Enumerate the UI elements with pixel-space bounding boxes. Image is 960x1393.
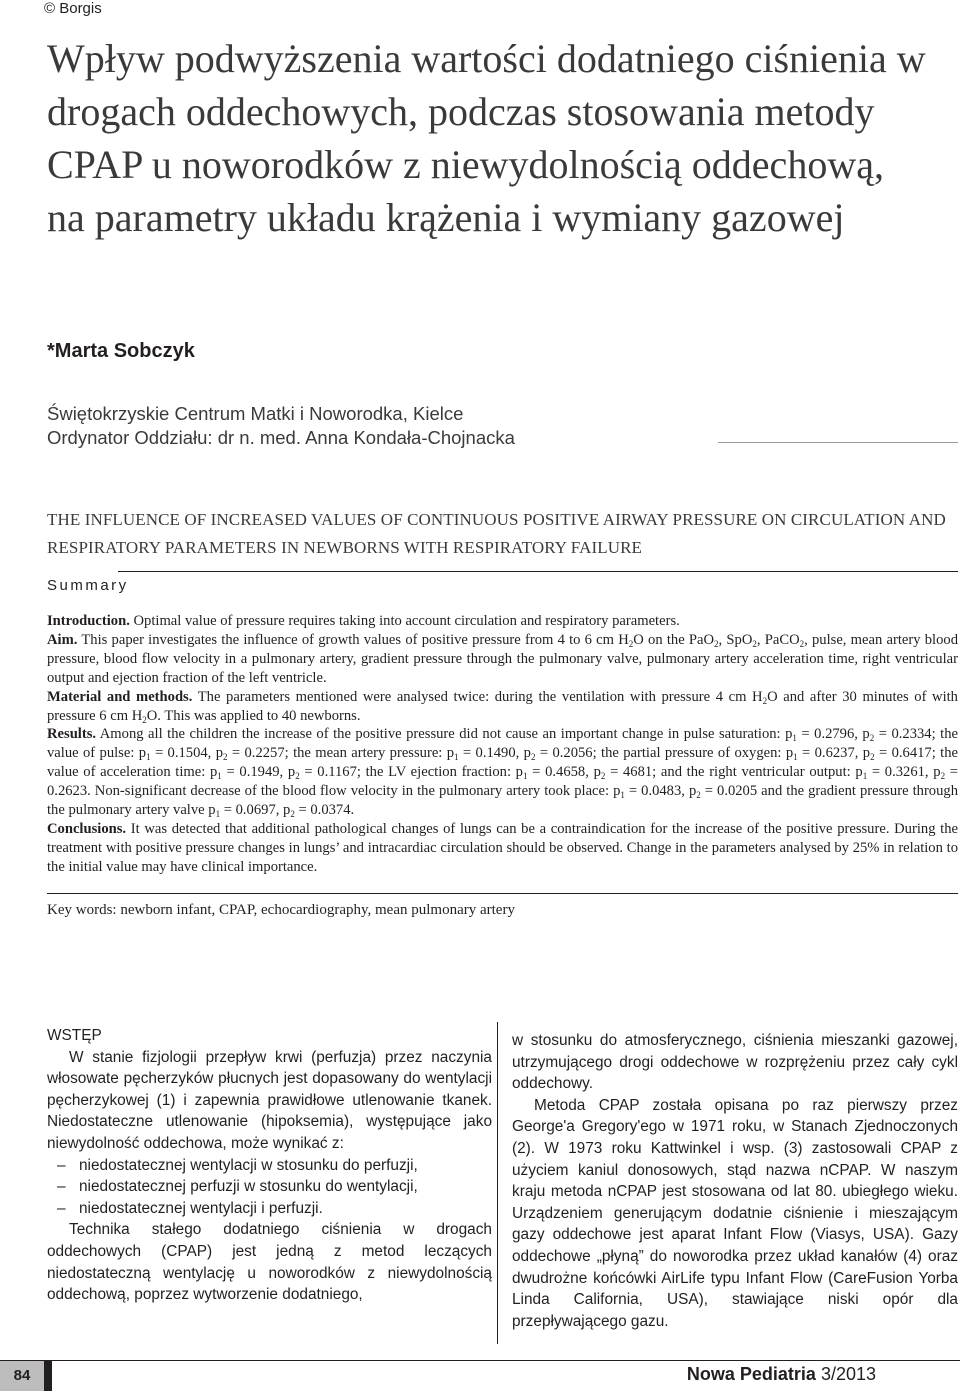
subscript: 2 — [295, 771, 300, 782]
results-text: = 0.6237, p — [797, 745, 871, 762]
subscript: 1 — [793, 752, 798, 763]
results-text: = 4681; and the right ventricular output: p — [605, 764, 863, 781]
abstract-aim — [47, 631, 958, 688]
results-text: = 0.1949, p — [221, 764, 296, 781]
body-column-right — [512, 1030, 958, 1332]
results-text: = 0.2257; the mean artery pressure: p — [227, 745, 455, 762]
keywords: Key words: newborn infant, CPAP, echocardiography, mean pulmonary artery — [47, 902, 515, 918]
abstract-introduction — [47, 612, 958, 631]
list-item-text: niedostatecznej wentylacji w stosunku do perfuzji, — [79, 1156, 418, 1174]
abstract — [47, 612, 958, 877]
results-text: = 0.1490, p — [458, 745, 531, 762]
results-text: = 0.0483, p — [624, 783, 697, 800]
affiliation — [47, 402, 515, 450]
subscript: 1 — [862, 771, 868, 782]
subscript: 2 — [799, 638, 805, 649]
methods-text: O and after 30 minutes of with pressure 6 cm H — [47, 688, 958, 724]
results-label: Results. — [47, 726, 97, 743]
results-text: = 0.2623. Non-significant decrease of the blood flow velocity in the pulmonary artery took place: p — [47, 764, 958, 800]
aim-text: O on the PaO — [633, 631, 715, 648]
list-dash: – — [57, 1178, 66, 1196]
results-text: = 0.0697, p — [220, 802, 291, 819]
subscript: 2 — [628, 638, 634, 649]
article-title: Wpływ podwyższenia wartości dodatniego ciśnienia w drogach oddechowych, podczas stosowania metody CPAP u noworodków z niewydolnością oddechową, na parametry układu krążenia i wymiany gazowej — [47, 36, 926, 240]
subscript: 2 — [530, 752, 536, 763]
copyright-notice: © Borgis — [44, 0, 102, 17]
author-name: *Marta Sobczyk — [47, 340, 195, 362]
results-text: = 0.0205 and the gradient pressure through the pulmonary artery valve p — [47, 783, 958, 819]
english-title: THE INFLUENCE OF INCREASED VALUES OF CONTINUOUS POSITIVE AIRWAY PRESSURE ON CIRCULATION AND RESPIRATORY PARAMETERS IN NEWBORNS WITH RESPIRATORY FAILURE — [47, 510, 946, 557]
aim-text: , pulse, mean artery blood pressure, blood flow velocity in a pulmonary artery, gradient pressure through the pulmonary valve, pulmonary artery acceleration time, right ventricular output and ejection fraction of the left ventricle. — [47, 631, 958, 686]
list-item — [47, 1155, 492, 1177]
column-divider — [497, 1022, 498, 1344]
methods-text: O. This was applied to 40 newborns. — [146, 707, 361, 724]
subscript: 2 — [762, 695, 768, 706]
results-text: = 0.6417; the value of acceleration time: p — [47, 745, 958, 781]
affiliation-head: Ordynator Oddziału: dr n. med. Anna Kondała-Chojnacka — [47, 427, 515, 448]
body-paragraph: w stosunku do atmosferycznego, ciśnienia mieszanki gazowej, utrzymującego drogi oddechowe w rozprężeniu przez cały cykl oddechowy. — [512, 1032, 958, 1093]
introduction-text: Optimal value of pressure requires taking into account circulation and respiratory parameters. — [133, 613, 680, 629]
subscript: 2 — [752, 638, 757, 649]
list-dash: – — [57, 1199, 66, 1217]
aim-label: Aim. — [47, 631, 78, 648]
aim-text: , PaCO — [756, 631, 800, 648]
subscript: 2 — [223, 752, 228, 763]
results-text: = 0.2056; the partial pressure of oxygen: p — [535, 745, 794, 762]
methods-label: Material and methods. — [47, 688, 193, 705]
results-text: = 0.2334; the value of pulse: p — [47, 726, 958, 762]
subscript: 1 — [792, 733, 797, 744]
journal-issue: 3/2013 — [815, 1364, 876, 1384]
list-dash: – — [57, 1156, 66, 1174]
subscript: 1 — [454, 752, 459, 763]
subscript: 1 — [146, 752, 151, 763]
results-text: = 0.1167; the LV ejection fraction: p — [299, 764, 523, 781]
results-text: = 0.0374. — [294, 802, 355, 819]
list-item-text: niedostatecznej wentylacji i perfuzji. — [79, 1199, 323, 1217]
results-text: Among all the children the increase of the positive pressure did not cause an important change in pulse saturation: p — [99, 726, 793, 743]
body-paragraph: Metoda CPAP została opisana po raz pierwszy przez George'a Gregory'ego w 1971 roku, w Stanach Zjednoczonych (2). W 1973 roku Kattwinkel i wsp. (3) zastosowali CPAP z użyciem kaniul donosowych, stąd nazwa nCPAP. W naszym kraju metoda nCPAP jest stosowana od lat 80. ubiegłego wieku. Urządzeniem generującym dodatnie ciśnienie i mieszającym gazy oddechowe jest aparat Infant Flow (Viasys, USA). Gazy oddechowe „płyną” do noworodka przez układ kanałów (4) oraz dwudrożne końcówki AirLife typu Infant Flow (CareFusion Yorba Linda California, USA), stawiające niski opór dla przepływającego gazu. — [512, 1096, 958, 1330]
keywords-divider — [47, 893, 958, 894]
subscript: 2 — [869, 733, 875, 744]
list-item — [47, 1176, 492, 1198]
subscript: 2 — [290, 809, 295, 820]
page-number: 84 — [0, 1361, 44, 1391]
summary-label: Summary — [47, 577, 129, 594]
page-number-accent — [44, 1361, 52, 1391]
introduction-label: Introduction. — [47, 613, 130, 629]
results-text: = 0.4658, p — [527, 764, 601, 781]
abstract-methods — [47, 688, 958, 726]
affiliation-institution: Świętokrzyskie Centrum Matki i Noworodka, Kielce — [47, 403, 464, 424]
abstract-results — [47, 725, 958, 820]
affiliation-divider — [718, 442, 958, 443]
results-text: = 0.3261, p — [867, 764, 941, 781]
list-item — [47, 1198, 492, 1220]
subscript: 2 — [870, 752, 875, 763]
subscript: 1 — [620, 790, 625, 801]
results-text: = 0.2796, p — [796, 726, 870, 743]
methods-text: The parameters mentioned were analysed twice: during the ventilation with pressure 4 cm H — [197, 688, 763, 705]
subscript: 2 — [600, 771, 606, 782]
subscript: 1 — [215, 809, 221, 820]
summary-divider — [118, 571, 958, 572]
cause-list — [47, 1155, 492, 1220]
conclusions-text: It was detected that additional pathological changes of lungs can be a contraindication for the increase of the positive pressure. During the treatment with positive pressure changes in lungs’ and intracardiac circulation should be observed. Change in the parameters analysed by 25% in relation to the initial value may have clinical importance. — [47, 820, 958, 875]
body-column-left — [47, 1025, 492, 1306]
conclusions-label: Conclusions. — [47, 820, 127, 837]
footer-divider — [0, 1360, 960, 1361]
subscript: 2 — [714, 638, 719, 649]
subscript: 2 — [940, 771, 946, 782]
subscript: 1 — [217, 771, 222, 782]
aim-text: This paper investigates the influence of growth values of positive pressure from 4 to 6 cm H — [81, 631, 629, 648]
body-paragraph: W stanie fizjologii przepływ krwi (perfuzja) przez naczynia włosowate pęcherzyków płucnych jest dopasowany do wentylacji pęcherzykowej (1) i zapewnia prawidłowe utlenowanie tkanek. Niedostateczne utlenowanie (hipoksemia), występujące jako niewydolność oddechowa, może wynikać z: — [47, 1048, 492, 1152]
journal-title: Nowa Pediatria — [686, 1364, 816, 1384]
list-item-text: niedostatecznej perfuzji w stosunku do wentylacji, — [79, 1178, 418, 1196]
subscript: 1 — [522, 771, 528, 782]
aim-text: , SpO — [718, 631, 753, 648]
subscript: 2 — [696, 790, 701, 801]
body-paragraph: Technika stałego dodatniego ciśnienia w drogach oddechowych (CPAP) jest jedną z metod leczących niedostateczną wentylację u noworodków z niewydolnością oddechową, poprzez wytworzenie dodatniego, — [47, 1221, 492, 1304]
abstract-conclusions — [47, 820, 958, 877]
section-heading: WSTĘP — [47, 1027, 102, 1044]
subscript: 2 — [142, 714, 147, 725]
journal-name — [687, 1364, 876, 1385]
results-text: = 0.1504, p — [150, 745, 224, 762]
